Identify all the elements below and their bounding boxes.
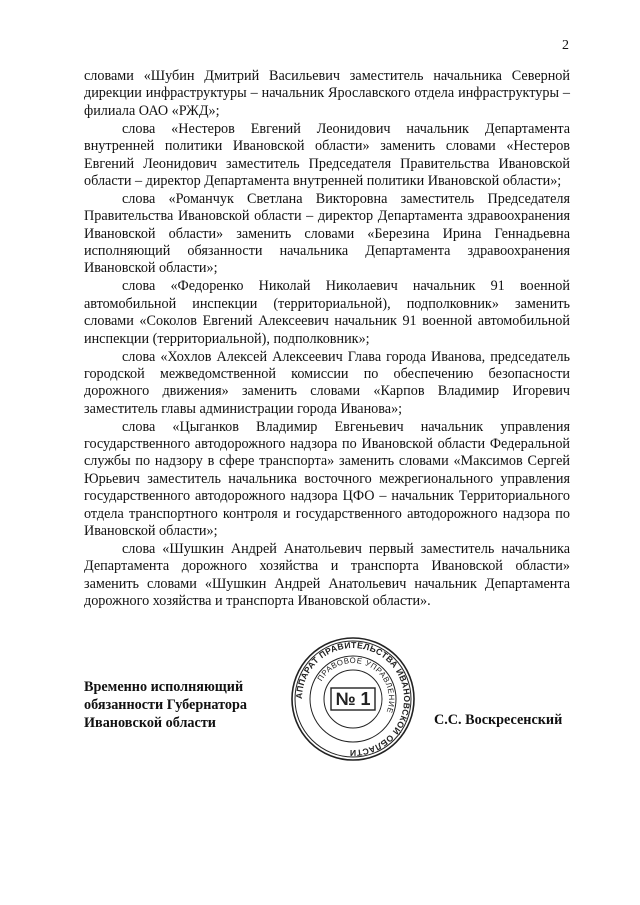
paragraph-5: слова «Хохлов Алексей Алексеевич Глава города Иванова, председатель городской межведомственной комиссии по обеспечению безопасности дорожного движения» заменить словами «Карпов Владимир Игоревич заместитель главы администрации города Иванова»;	[84, 348, 570, 417]
stamp-ring-text: АППАРАТ ПРАВИТЕЛЬСТВА ИВАНОВСКОЙ ОБЛАСТИ	[293, 639, 413, 759]
page-number: 2	[562, 38, 569, 53]
paragraph-1: словами «Шубин Дмитрий Васильевич заместитель начальника Северной дирекции инфраструктуры – начальник Ярославского отдела инфраструктуры – филиала ОАО «РЖД»;	[84, 68, 570, 119]
signer-name: С.С. Воскресенский	[434, 712, 563, 728]
official-stamp-seal	[290, 636, 416, 762]
signer-title-line-2: обязанности Губернатора	[84, 697, 247, 713]
paragraph-3: слова «Романчук Светлана Викторовна заместитель Председателя Правительства Ивановской области – директор Департамента здравоохранения Ивановской области» заменить словами «Березина Ирина Геннадьевна исполняющий обязанности начальника Департамента здравоохранения Ивановской области»;	[84, 190, 570, 277]
paragraph-7: слова «Шушкин Андрей Анатольевич первый заместитель начальника Департамента дорожного хозяйства и транспорта Ивановской области» заменить словами «Шушкин Андрей Анатольевич начальник Департамента дорожного хозяйства и транспорта Ивановской области».	[84, 540, 570, 610]
signer-title-line-1: Временно исполняющий	[84, 679, 244, 695]
stamp-inner-text: ПРАВОВОЕ УПРАВЛЕНИЕ	[315, 655, 397, 715]
stamp-number: № 1	[335, 689, 371, 709]
paragraph-6: слова «Цыганков Владимир Евгеньевич начальник управления государственного автодорожного надзора по Ивановской области Федеральной службы по надзору в сфере транспорта» заменить словами «Максимов Сергей Юрьевич заместитель начальника восточного межрегионального управления государственного автодорожного надзора ЦФО – начальник Территориального отдела транспортного контроля и государственного автодорожного надзора по Ивановской области»;	[84, 418, 570, 540]
paragraph-4: слова «Федоренко Николай Николаевич начальник 91 военной автомобильной инспекции (территориальной), подполковник» заменить словами «Соколов Евгений Алексеевич начальник 91 военной автомобильной инспекции (территориальной), подполковник»;	[84, 278, 570, 347]
document-body	[84, 68, 570, 611]
signer-title	[84, 678, 247, 732]
paragraph-2: слова «Нестеров Евгений Леонидович начальник Департамента внутренней политики Ивановской области» заменить словами «Нестеров Евгений Леонидович заместитель Председателя Правительства Ивановской области – директор Департамента внутренней политики Ивановской области»;	[84, 120, 570, 189]
signer-title-line-3: Ивановской области	[84, 715, 216, 731]
